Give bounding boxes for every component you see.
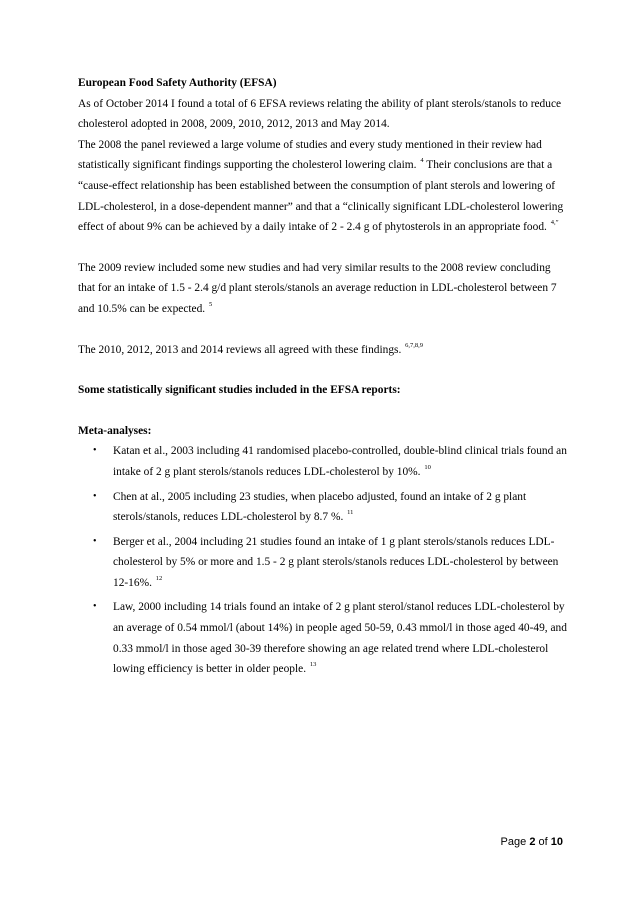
list-item-text: Katan et al., 2003 including 41 randomised placebo-controlled, double-blind clinical trials found an intake of 2 g plant sterols/stanols reduces LDL-cholesterol by 10%.	[113, 445, 567, 478]
spacer	[78, 401, 570, 421]
page-footer	[501, 836, 563, 848]
bullet-icon: •	[93, 601, 97, 613]
reference-marker: 11	[347, 509, 354, 517]
bullet-icon: •	[93, 445, 97, 457]
of-label: of	[538, 836, 548, 848]
spacer	[78, 360, 570, 380]
list-item	[78, 532, 570, 594]
spacer	[78, 238, 570, 258]
document-page	[78, 73, 570, 684]
list-item-text: Berger et al., 2004 including 21 studies found an intake of 1 g plant sterols/stanols reduces LDL-cholesterol by 5% or more and 1.5 - 2 g plant sterols/stanols reduces LDL-cholesterol by between 12-16%.	[113, 535, 559, 589]
reference-marker: 10	[424, 463, 431, 471]
page-number: 2	[529, 836, 536, 848]
reference-marker: 5	[209, 300, 213, 308]
total-pages: 10	[550, 836, 563, 848]
bullet-icon: •	[93, 535, 97, 547]
paragraph-2008-review	[78, 135, 570, 238]
paragraph-2009-review-text: The 2009 review included some new studies and had very similar results to the 2008 review concluding that for an intake of 1.5 - 2.4 g/d plant sterols/stanols an average reduction in LDL-cholesterol between 7 and 10.5% can be expected.	[78, 261, 557, 315]
list-item	[78, 487, 570, 528]
list-item-text: Law, 2000 including 14 trials found an intake of 2 g plant sterol/stanol reduces LDL-cholesterol by an average of 0.54 mmol/l (about 14%) in people aged 50-59, 0.43 mmol/l in those aged 40-49, and 0.33 mmol/l in those aged 30-39 therefore showing an age related trend where LDL-cholesterol lowing efficiency is better in older people.	[113, 601, 567, 676]
list-item	[78, 597, 570, 679]
paragraph-efsa-intro-text: As of October 2014 I found a total of 6 EFSA reviews relating the ability of plant sterols/stanols to reduce cholesterol adopted in 2008, 2009, 2010, 2012, 2013 and May 2014.	[78, 97, 562, 131]
section-heading-studies: Some statistically significant studies included in the EFSA reports:	[78, 384, 401, 397]
bullet-icon: •	[93, 490, 97, 502]
page-label: Page	[500, 836, 527, 848]
paragraph-later-reviews	[78, 340, 570, 361]
list-item	[78, 441, 570, 482]
paragraph-2009-review	[78, 258, 570, 320]
meta-analyses-list	[78, 441, 570, 680]
reference-marker: 4,”	[550, 219, 559, 227]
paragraph-later-reviews-text: The 2010, 2012, 2013 and 2014 reviews all agreed with these findings.	[78, 343, 402, 356]
reference-marker: 6,7,8,9	[405, 341, 424, 349]
section-heading-efsa: European Food Safety Authority (EFSA)	[78, 77, 277, 89]
paragraph-efsa-intro	[78, 94, 570, 135]
paragraph-2008-review-text: The 2008 the panel reviewed a large volume of studies and every study mentioned in their review had statistically significant findings supporting the cholesterol lowering claim.	[78, 138, 542, 172]
spacer	[78, 320, 570, 340]
reference-marker: 13	[309, 661, 317, 669]
reference-marker: 12	[155, 574, 163, 582]
list-item-text: Chen at al., 2005 including 23 studies, when placebo adjusted, found an intake of 2 g plant sterols/stanols, reduces LDL-cholesterol by 8.7 %.	[113, 490, 527, 524]
reference-marker: 4	[420, 157, 424, 165]
section-heading-meta-analyses: Meta-analyses:	[78, 424, 152, 437]
paragraph-2008-review-tail: Their conclusions are that a “cause-effect relationship has been established between the consumption of plant sterols and lowering of LDL-cholesterol, in a dose-dependent manner” and that a “clinically significant LDL-cholesterol lowering effect of about 9% can be achieved by a daily intake of 2 - 2.4 g of phytosterols in an appropriate food.	[78, 159, 564, 234]
